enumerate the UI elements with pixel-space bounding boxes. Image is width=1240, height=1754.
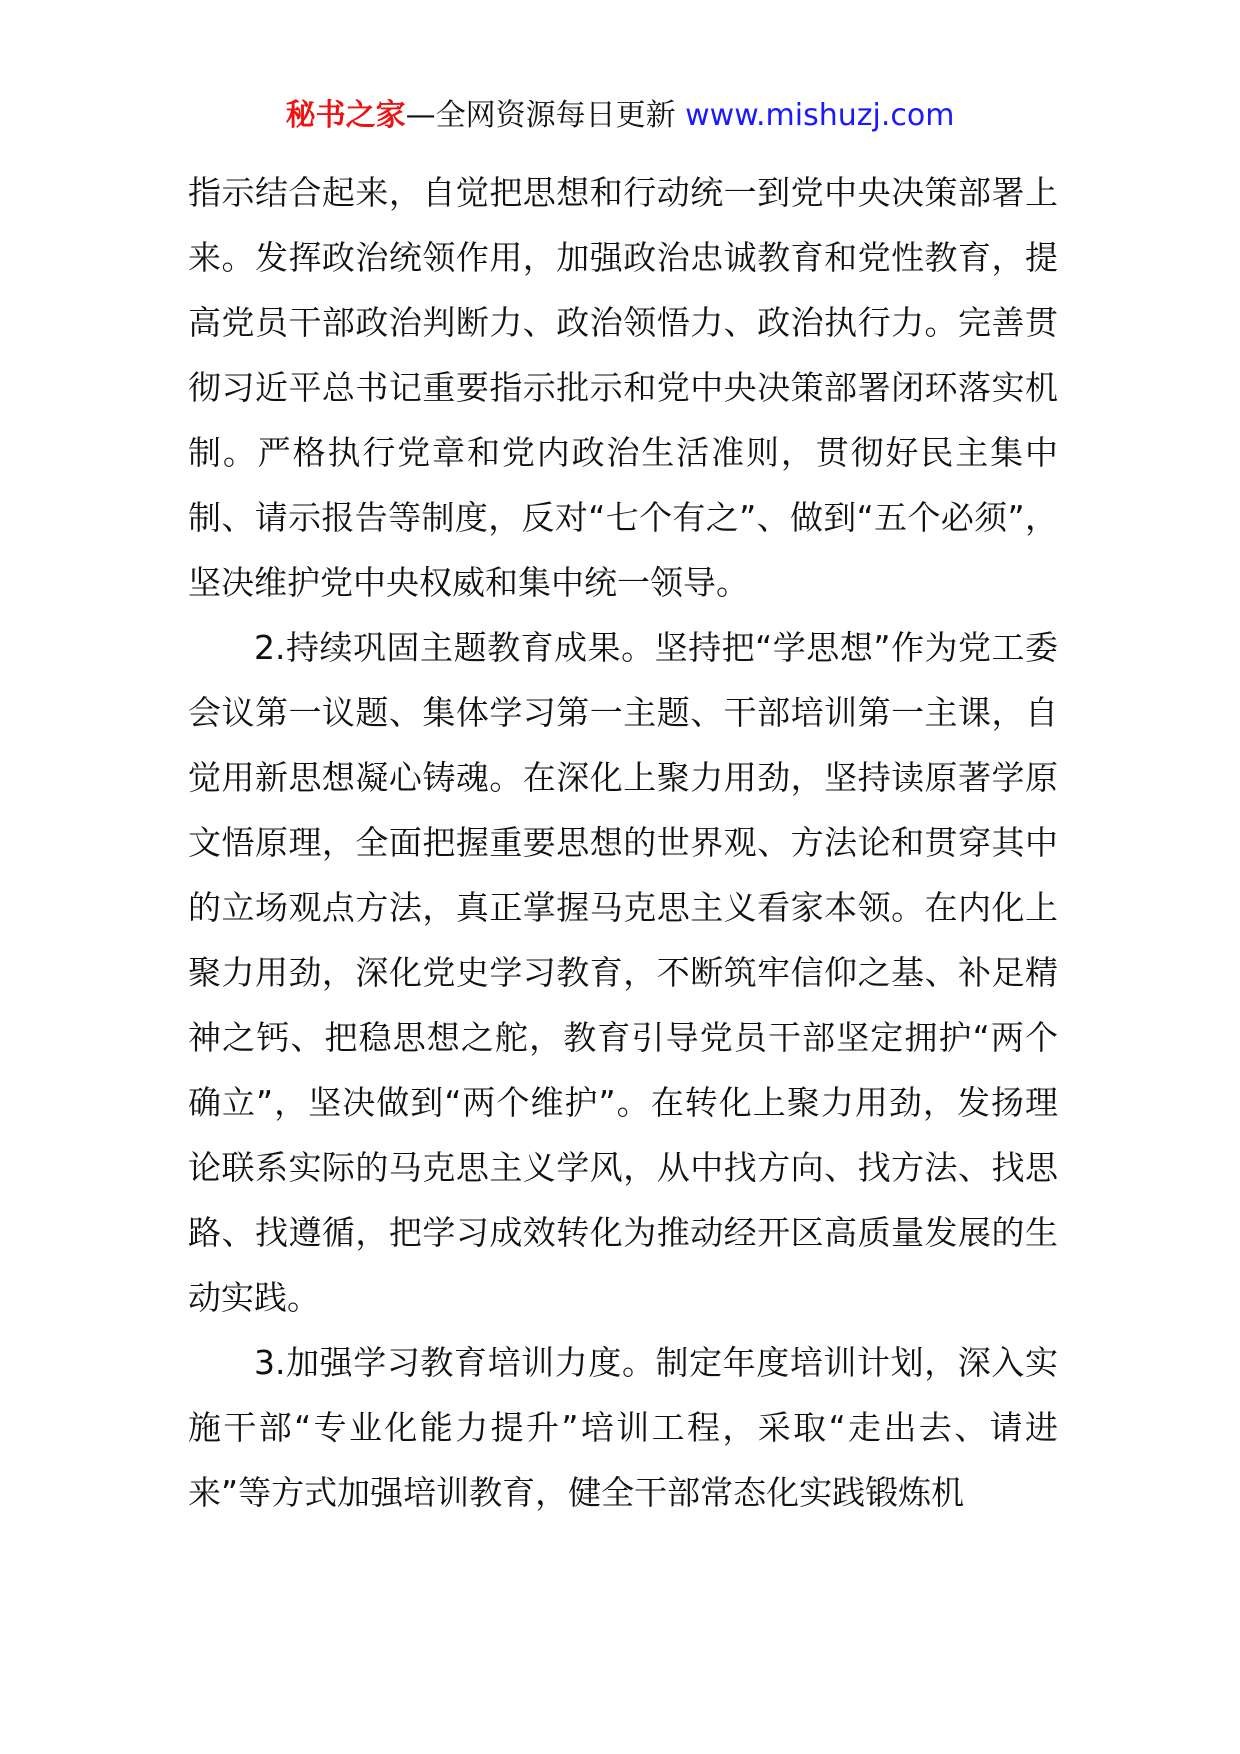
paragraph-item-2: 2.持续巩固主题教育成果。坚持把“学思想”作为党工委会议第一议题、集体学习第一主题、干部培训第一主课，自觉用新思想凝心铸魂。在深化上聚力用劲，坚持读原著学原文悟原理，全面把握重要思想的世界观、方法论和贯穿其中的立场观点方法，真正掌握马克思主义看家本领。在内化上聚力用劲，深化党史学习教育，不断筑牢信仰之基、补足精神之钙、把稳思想之舵，教育引导党员干部坚定拥护“两个确立”，坚决做到“两个维护”。在转化上聚力用劲，发扬理论联系实际的马克思主义学风，从中找方向、找方法、找思路、找遵循，把学习成效转化为推动经开区高质量发展的生动实践。	[188, 628, 1058, 1317]
paragraph-continued: 指示结合起来，自觉把思想和行动统一到党中央决策部署上来。发挥政治统领作用，加强政治忠诚教育和党性教育，提高党员干部政治判断力、政治领悟力、政治执行力。完善贯彻习近平总书记重要指示批示和党中央决策部署闭环落实机制。严格执行党章和党内政治生活准则，贯彻好民主集中制、请示报告等制度，反对“七个有之”、做到“五个必须”，坚决维护党中央权威和集中统一领导。	[188, 173, 1058, 602]
website-link[interactable]: www.mishuzj.com	[685, 98, 955, 133]
brand-name: 秘书之家	[285, 98, 406, 133]
paragraph-item-3: 3.加强学习教育培训力度。制定年度培训计划，深入实施干部“专业化能力提升”培训工程，采取“走出去、请进来”等方式加强培训教育，健全干部常态化实践锻炼机	[188, 1343, 1058, 1512]
document-header	[0, 96, 1240, 136]
header-dash: —	[405, 98, 436, 133]
document-body	[188, 160, 1058, 1525]
header-tagline: 全网资源每日更新	[435, 98, 676, 133]
